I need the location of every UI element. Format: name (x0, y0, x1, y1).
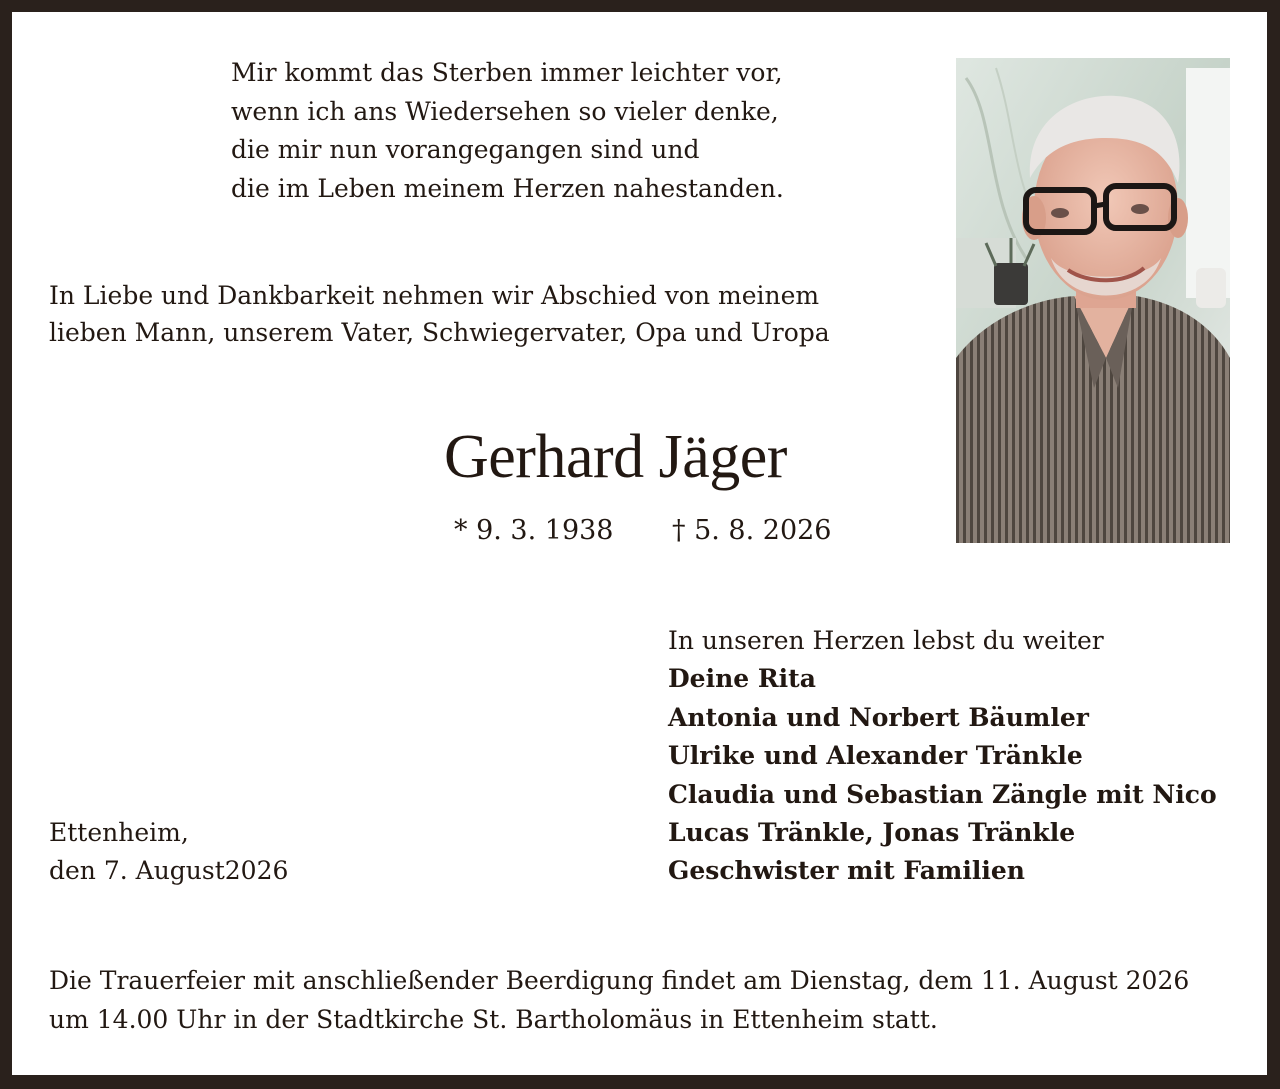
poem-line: wenn ich ans Wiedersehen so vieler denke, (231, 96, 779, 126)
poem-line: die im Leben meinem Herzen nahestanden. (231, 173, 784, 203)
mourner-name: Deine Rita (668, 664, 816, 694)
place-and-date (49, 814, 288, 891)
mourner-name: Geschwister mit Familien (668, 856, 1025, 886)
death-date: † 5. 8. 2026 (672, 515, 832, 546)
intro-line: lieben Mann, unserem Vater, Schwiegervater, Opa und Uropa (49, 317, 830, 347)
poem-line: Mir kommt das Sterben immer leichter vor, (231, 58, 783, 87)
birth-date: * 9. 3. 1938 (454, 515, 614, 546)
poem (231, 54, 784, 208)
mourners-intro: In unseren Herzen lebst du weiter (668, 626, 1104, 655)
deceased-name: Gerhard Jäger (444, 423, 787, 491)
mourner-name: Ulrike und Alexander Tränkle (668, 741, 1083, 771)
funeral-line: Die Trauerfeier mit anschließender Beerdigung findet am Dienstag, dem 11. August 2026 (49, 966, 1190, 995)
funeral-line: um 14.00 Uhr in der Stadtkirche St. Bartholomäus in Ettenheim statt. (49, 1004, 938, 1034)
date-line: den 7. August2026 (49, 856, 289, 886)
mourner-name: Lucas Tränkle, Jonas Tränkle (668, 818, 1076, 848)
place-line: Ettenheim, (49, 818, 189, 847)
intro-line: In Liebe und Dankbarkeit nehmen wir Abschied von meinem (49, 281, 820, 310)
mourner-name: Antonia und Norbert Bäumler (668, 702, 1089, 732)
mourner-name: Claudia und Sebastian Zängle mit Nico (668, 779, 1217, 809)
portrait-photo (956, 58, 1230, 543)
farewell-intro (49, 278, 830, 351)
funeral-notice (49, 962, 1189, 1039)
mourners-block (668, 622, 1217, 891)
poem-line: die mir nun vorangegangen sind und (231, 135, 700, 164)
obituary-card (12, 12, 1267, 1075)
